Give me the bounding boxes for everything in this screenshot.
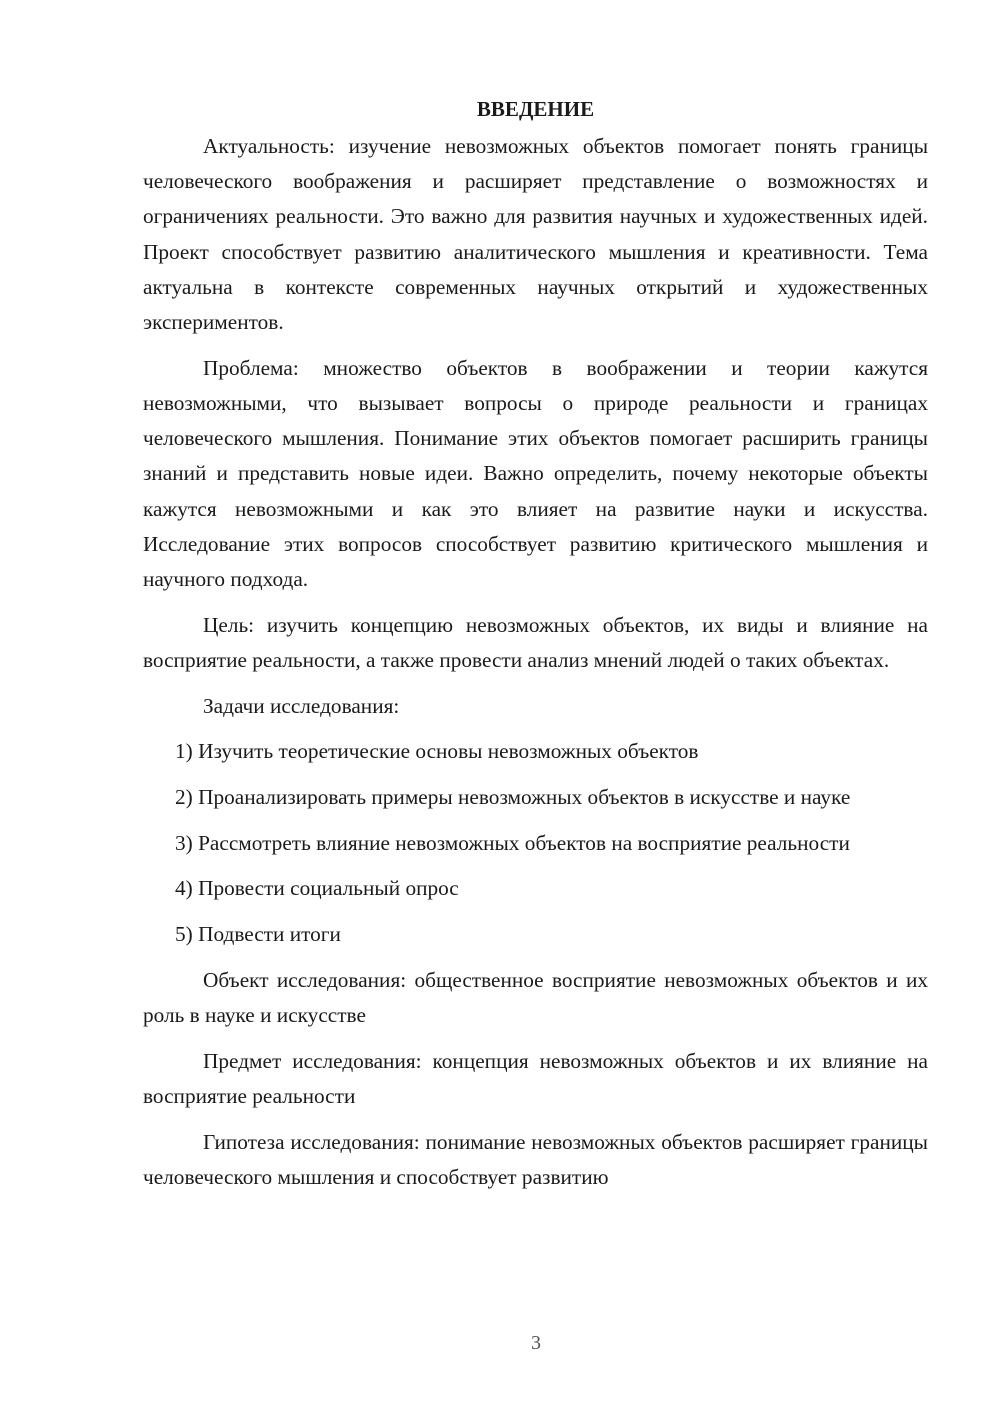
- document-page: [143, 92, 928, 1205]
- paragraph-hypothesis: Гипотеза исследования: понимание невозможных объектов расширяет границы человеческого мышления и способствует развитию: [143, 1129, 928, 1189]
- paragraph-relevance: Актуальность: изучение невозможных объектов помогает понять границы человеческого воображения и расширяет представление о возможностях и ограничениях реальности. Это важно для развития научных и художественных идей. Проект способствует развитию аналитического мышления и креативности. Тема актуальна в контексте современных научных открытий и художественных экспериментов.: [143, 134, 928, 335]
- task-item-3: 3) Рассмотреть влияние невозможных объектов на восприятие реальности: [175, 830, 850, 855]
- tasks-heading: Задачи исследования:: [203, 693, 400, 718]
- page-number: 3: [531, 1332, 541, 1354]
- section-title: ВВЕДЕНИЕ: [476, 97, 595, 121]
- task-item-4: 4) Провести социальный опрос: [175, 876, 459, 901]
- task-item-2: 2) Проанализировать примеры невозможных объектов в искусстве и науке: [175, 784, 851, 809]
- paragraph-problem: Проблема: множество объектов в воображении и теории кажутся невозможными, что вызывает вопросы о природе реальности и границах человеческого мышления. Понимание этих объектов помогает расширить границы знаний и представить новые идеи. Важно определить, почему некоторые объекты кажутся невозможными и как это влияет на развитие науки и искусства. Исследование этих вопросов способствует развитию критического мышления и научного подхода.: [143, 355, 928, 591]
- paragraph-object: Объект исследования: общественное восприятие невозможных объектов и их роль в науке и искусстве: [143, 967, 928, 1027]
- paragraph-subject: Предмет исследования: концепция невозможных объектов и их влияние на восприятие реальности: [143, 1048, 928, 1108]
- task-item-5: 5) Подвести итоги: [175, 922, 341, 947]
- paragraph-goal: Цель: изучить концепцию невозможных объектов, их виды и влияние на восприятие реальности, а также провести анализ мнений людей о таких объектах.: [143, 612, 928, 672]
- task-item-1: 1) Изучить теоретические основы невозможных объектов: [175, 739, 699, 764]
